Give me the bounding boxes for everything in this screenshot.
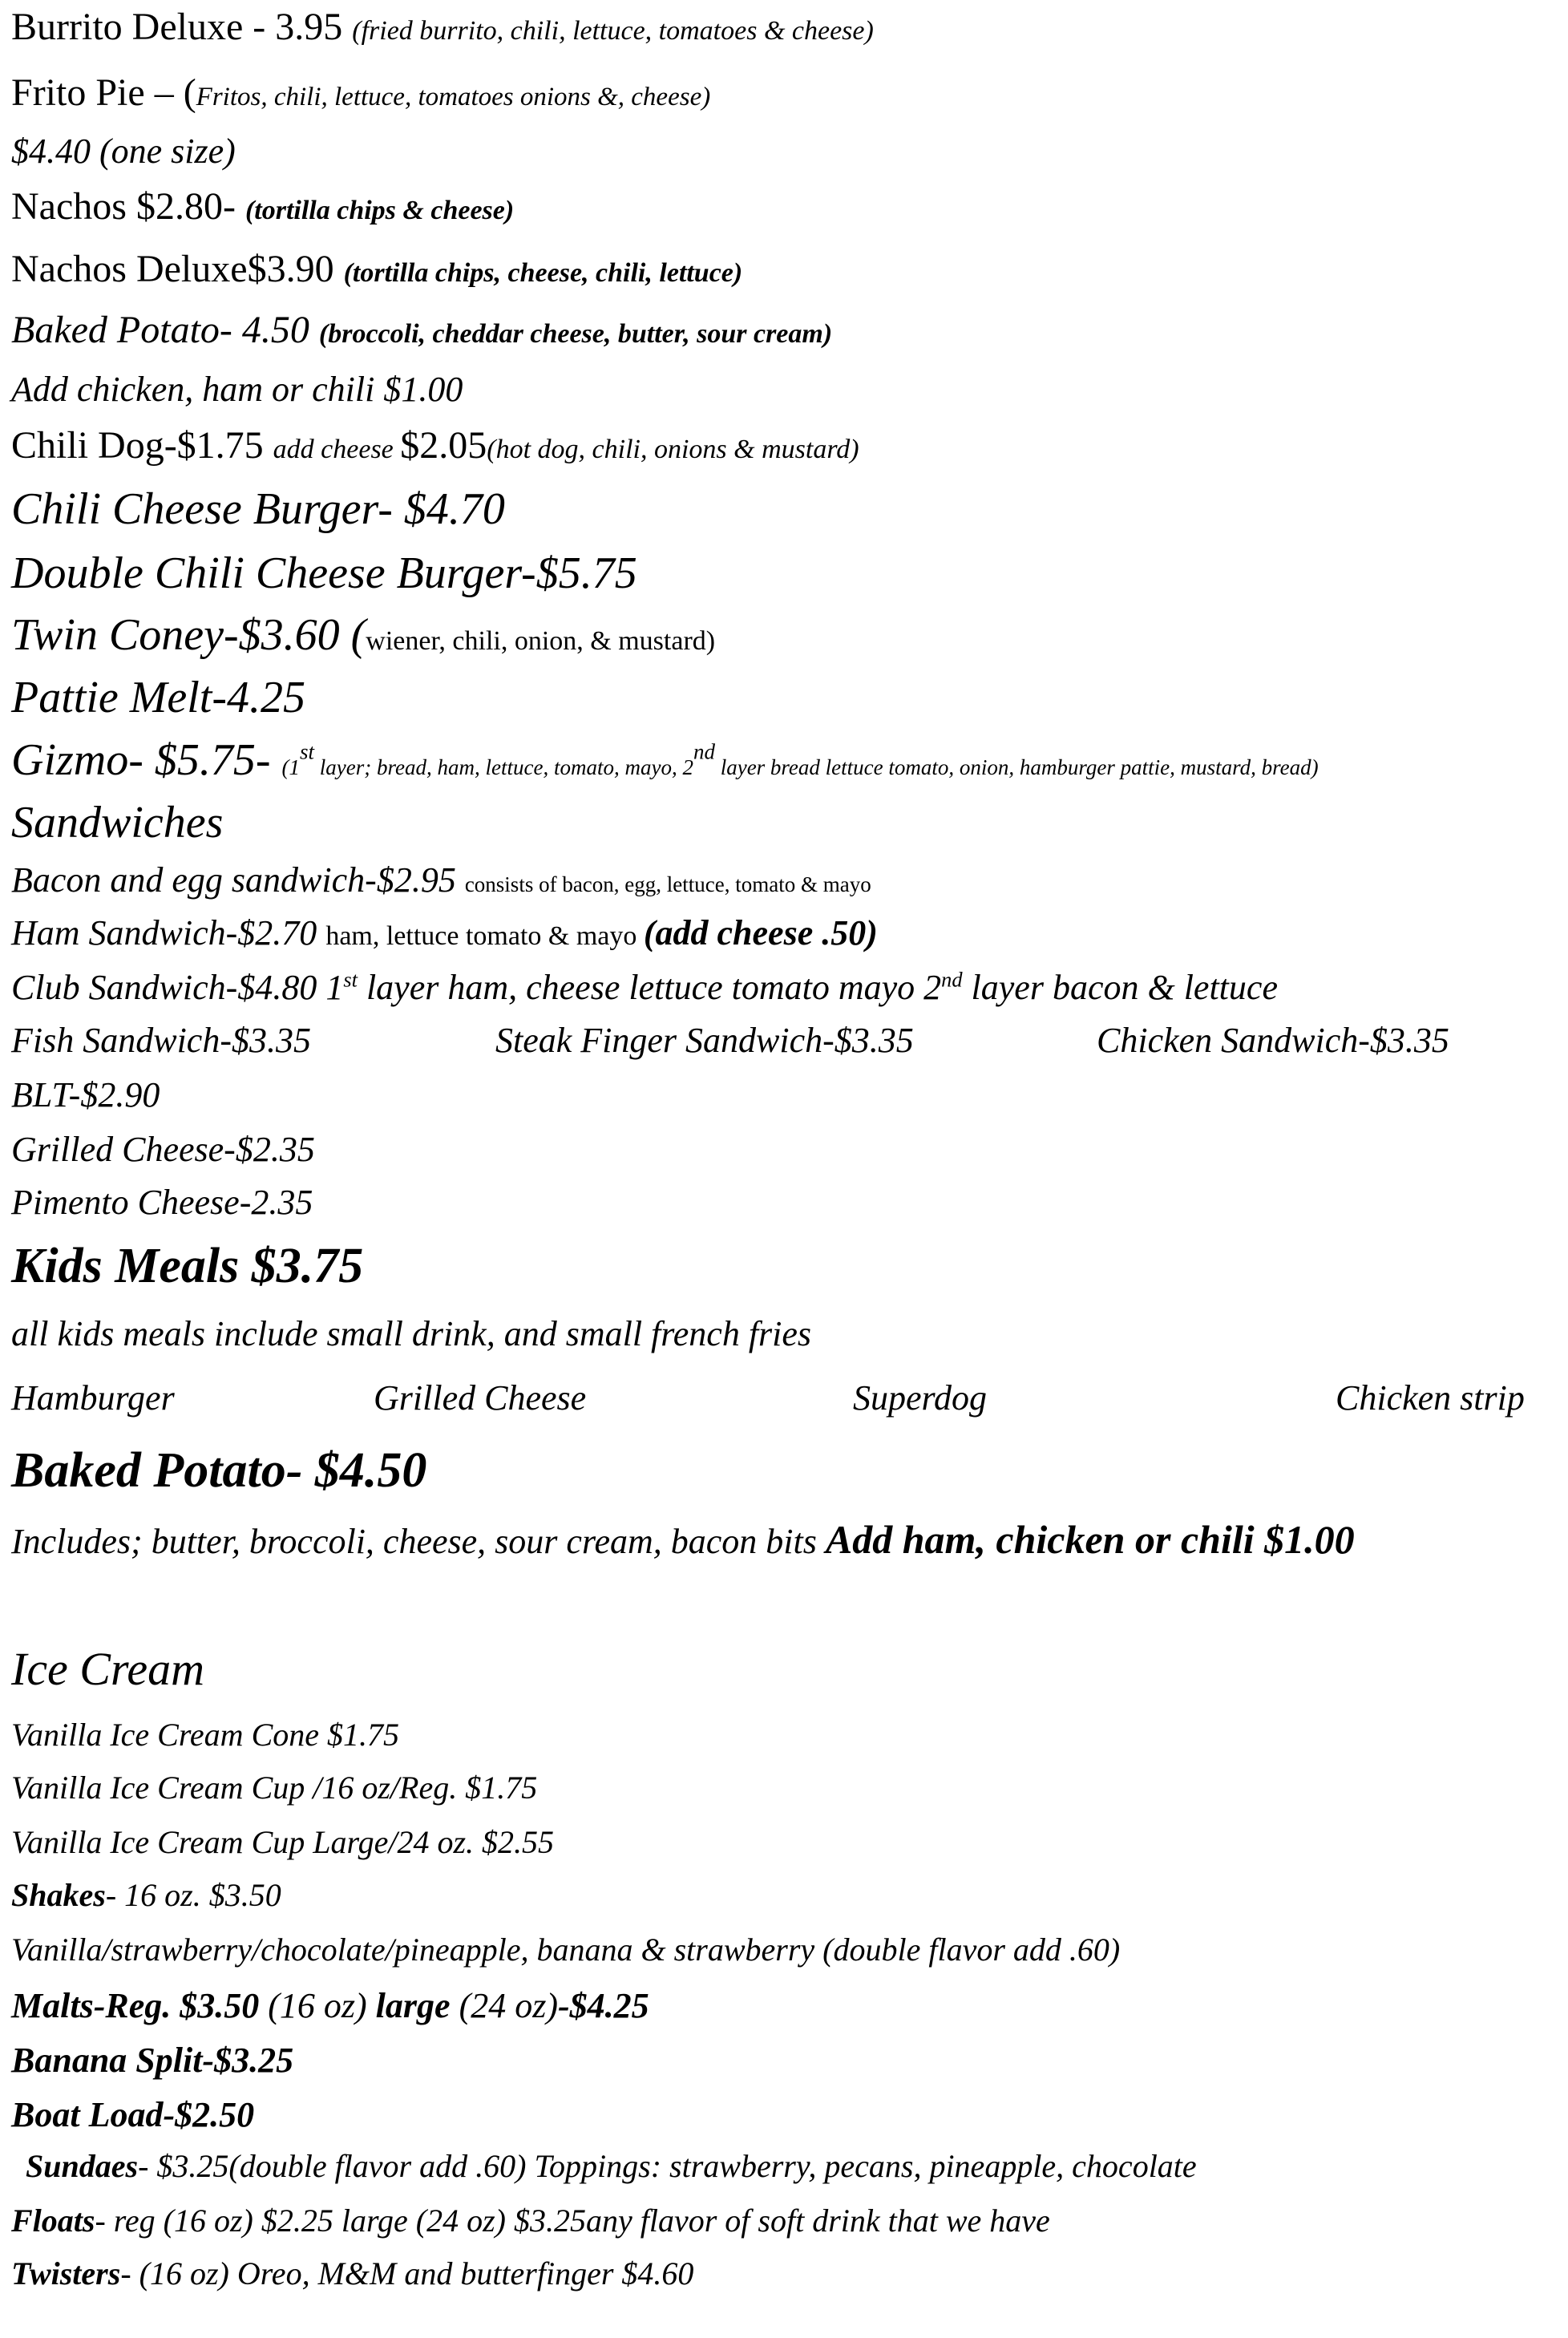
- item-name: Nachos Deluxe$3.90: [11, 248, 344, 290]
- item-desc: ham, lettuce tomato & mayo: [325, 921, 644, 951]
- item-name: Club Sandwich-$4.80: [11, 968, 326, 1007]
- menu-item-nachos: [11, 186, 514, 229]
- menu-item-chili-dog: [11, 425, 859, 467]
- malts-reg-size: (16 oz): [268, 1986, 376, 2025]
- potato-includes-text: Includes; butter, broccoli, cheese, sour cream, bacon bits: [11, 1522, 826, 1561]
- item-desc: (hot dog, chili, onions & mustard): [487, 435, 859, 464]
- menu-item-frito-price: $4.40 (one size): [11, 131, 236, 171]
- ice-cream-shakes: [11, 1878, 281, 1913]
- item-name: Baked Potato- 4.50: [11, 309, 319, 351]
- section-heading-sandwiches: Sandwiches: [11, 798, 224, 847]
- menu-item-baked-potato-addon: Add chicken, ham or chili $1.00: [11, 370, 463, 409]
- item-desc-part: layer; bread, ham, lettuce, tomato, mayo, 2: [314, 755, 693, 779]
- ice-cream-cup-reg: Vanilla Ice Cream Cup /16 oz/Reg. $1.75: [11, 1770, 538, 1806]
- item-desc-sup: nd: [693, 739, 715, 764]
- item-desc: (broccoli, cheddar cheese, butter, sour cream): [318, 319, 833, 349]
- menu-item-pattie-melt: Pattie Melt-4.25: [11, 673, 306, 722]
- item-name: Chili Dog-$1.75: [11, 424, 273, 467]
- sandwich-fish: Fish Sandwich-$3.35: [11, 1021, 311, 1060]
- sandwich-blt: BLT-$2.90: [11, 1075, 160, 1114]
- section-heading-baked-potato: Baked Potato- $4.50: [11, 1443, 427, 1498]
- menu-item-nachos-deluxe: [11, 249, 742, 291]
- item-desc-sup: nd: [941, 967, 963, 992]
- menu-item-baked-potato: [11, 309, 832, 352]
- menu-item-chili-cheese-burger: Chili Cheese Burger- $4.70: [11, 484, 505, 534]
- malts-reg: Malts-Reg. $3.50: [11, 1986, 269, 2025]
- item-desc-part: (1: [281, 755, 301, 779]
- item-desc-part: layer bacon & lettuce: [962, 968, 1278, 1007]
- item-name: Bacon and egg sandwich-$2.95: [11, 860, 465, 900]
- ice-cream-sundaes: [26, 2149, 1197, 2184]
- section-heading-ice-cream: Ice Cream: [11, 1643, 205, 1695]
- item-desc: Fritos, chili, lettuce, tomatoes onions &, cheese): [196, 83, 711, 111]
- potato-addon: Add ham, chicken or chili $1.00: [825, 1517, 1355, 1562]
- item-price: - 16 oz. $3.50: [105, 1877, 281, 1913]
- item-add: add cheese: [273, 435, 401, 464]
- sandwich-steak-finger: Steak Finger Sandwich-$3.35: [495, 1021, 914, 1060]
- item-desc: wiener, chili, onion, & mustard): [366, 626, 716, 656]
- item-add-price: $2.05: [400, 424, 487, 467]
- item-name: Floats: [11, 2202, 95, 2239]
- menu-item-burrito: [11, 6, 874, 49]
- ice-cream-cup-large: Vanilla Ice Cream Cup Large/24 oz. $2.55: [11, 1824, 555, 1860]
- sandwich-grilled-cheese: Grilled Cheese-$2.35: [11, 1130, 315, 1169]
- item-name: Frito Pie – (: [11, 71, 196, 114]
- ice-cream-cone: Vanilla Ice Cream Cone $1.75: [11, 1717, 400, 1753]
- item-desc-sup: st: [343, 967, 358, 992]
- menu-item-twin-coney: [11, 611, 715, 661]
- item-desc: consists of bacon, egg, lettuce, tomato & mayo: [464, 872, 871, 896]
- sandwich-bacon-egg: [11, 861, 871, 900]
- kids-option-chicken-strip: Chicken strip: [1336, 1378, 1525, 1418]
- item-desc-part: 1: [325, 968, 344, 1007]
- sandwich-club: [11, 969, 1278, 1007]
- sandwich-pimento: Pimento Cheese-2.35: [11, 1183, 313, 1222]
- potato-includes: [11, 1518, 1355, 1562]
- ice-cream-twisters: [11, 2256, 693, 2291]
- sandwich-ham: [11, 914, 878, 953]
- kids-option-hamburger: Hamburger: [11, 1378, 175, 1418]
- item-extra: (add cheese .50): [643, 913, 878, 953]
- item-desc: - reg (16 oz) $2.25 large (24 oz) $3.25any flavor of soft drink that we have: [95, 2202, 1050, 2239]
- menu-item-frito-pie: [11, 72, 710, 115]
- item-name: Sundaes: [26, 2148, 139, 2184]
- item-name: Twisters: [11, 2255, 121, 2291]
- item-desc-part: layer ham, cheese lettuce tomato mayo 2: [357, 968, 942, 1007]
- ice-cream-malts: [11, 1987, 649, 2025]
- item-desc: - (16 oz) Oreo, M&M and butterfinger $4.60: [120, 2255, 694, 2291]
- item-name: Ham Sandwich-$2.70: [11, 913, 326, 953]
- ice-cream-boat-load: Boat Load-$2.50: [11, 2095, 255, 2134]
- kids-meals-note: all kids meals include small drink, and small french fries: [11, 1314, 812, 1353]
- ice-cream-flavors: Vanilla/strawberry/chocolate/pineapple, banana & strawberry (double flavor add .60): [11, 1931, 1121, 1968]
- malts-large: large: [375, 1986, 459, 2025]
- item-desc: (fried burrito, chili, lettuce, tomatoes & cheese): [352, 16, 874, 46]
- item-name: Burrito Deluxe - 3.95: [11, 6, 353, 48]
- menu-item-gizmo: [11, 736, 1319, 786]
- item-name: Gizmo- $5.75-: [11, 735, 282, 785]
- item-desc-part: layer bread lettuce tomato, onion, hamburger pattie, mustard, bread): [714, 755, 1319, 779]
- section-heading-kids-meals: Kids Meals $3.75: [11, 1239, 364, 1293]
- ice-cream-floats: [11, 2203, 1050, 2239]
- item-name: Twin Coney-$3.60 (: [11, 610, 366, 660]
- item-desc: (tortilla chips, cheese, chili, lettuce): [343, 258, 743, 288]
- item-name: Nachos $2.80-: [11, 185, 245, 228]
- kids-option-superdog: Superdog: [853, 1378, 988, 1418]
- ice-cream-banana-split: Banana Split-$3.25: [11, 2041, 294, 2080]
- malts-large-size: (24 oz): [459, 1986, 558, 2025]
- item-name: Shakes: [11, 1877, 106, 1913]
- kids-option-grilled-cheese: Grilled Cheese: [374, 1378, 587, 1418]
- sandwich-chicken: Chicken Sandwich-$3.35: [1097, 1021, 1449, 1060]
- malts-large-price: -$4.25: [558, 1986, 649, 2025]
- menu-item-double-chili: Double Chili Cheese Burger-$5.75: [11, 548, 637, 598]
- item-desc: - $3.25(double flavor add .60) Toppings: strawberry, pecans, pineapple, chocolate: [138, 2148, 1197, 2184]
- item-desc-sup: st: [300, 739, 315, 764]
- item-desc: (tortilla chips & cheese): [244, 196, 515, 225]
